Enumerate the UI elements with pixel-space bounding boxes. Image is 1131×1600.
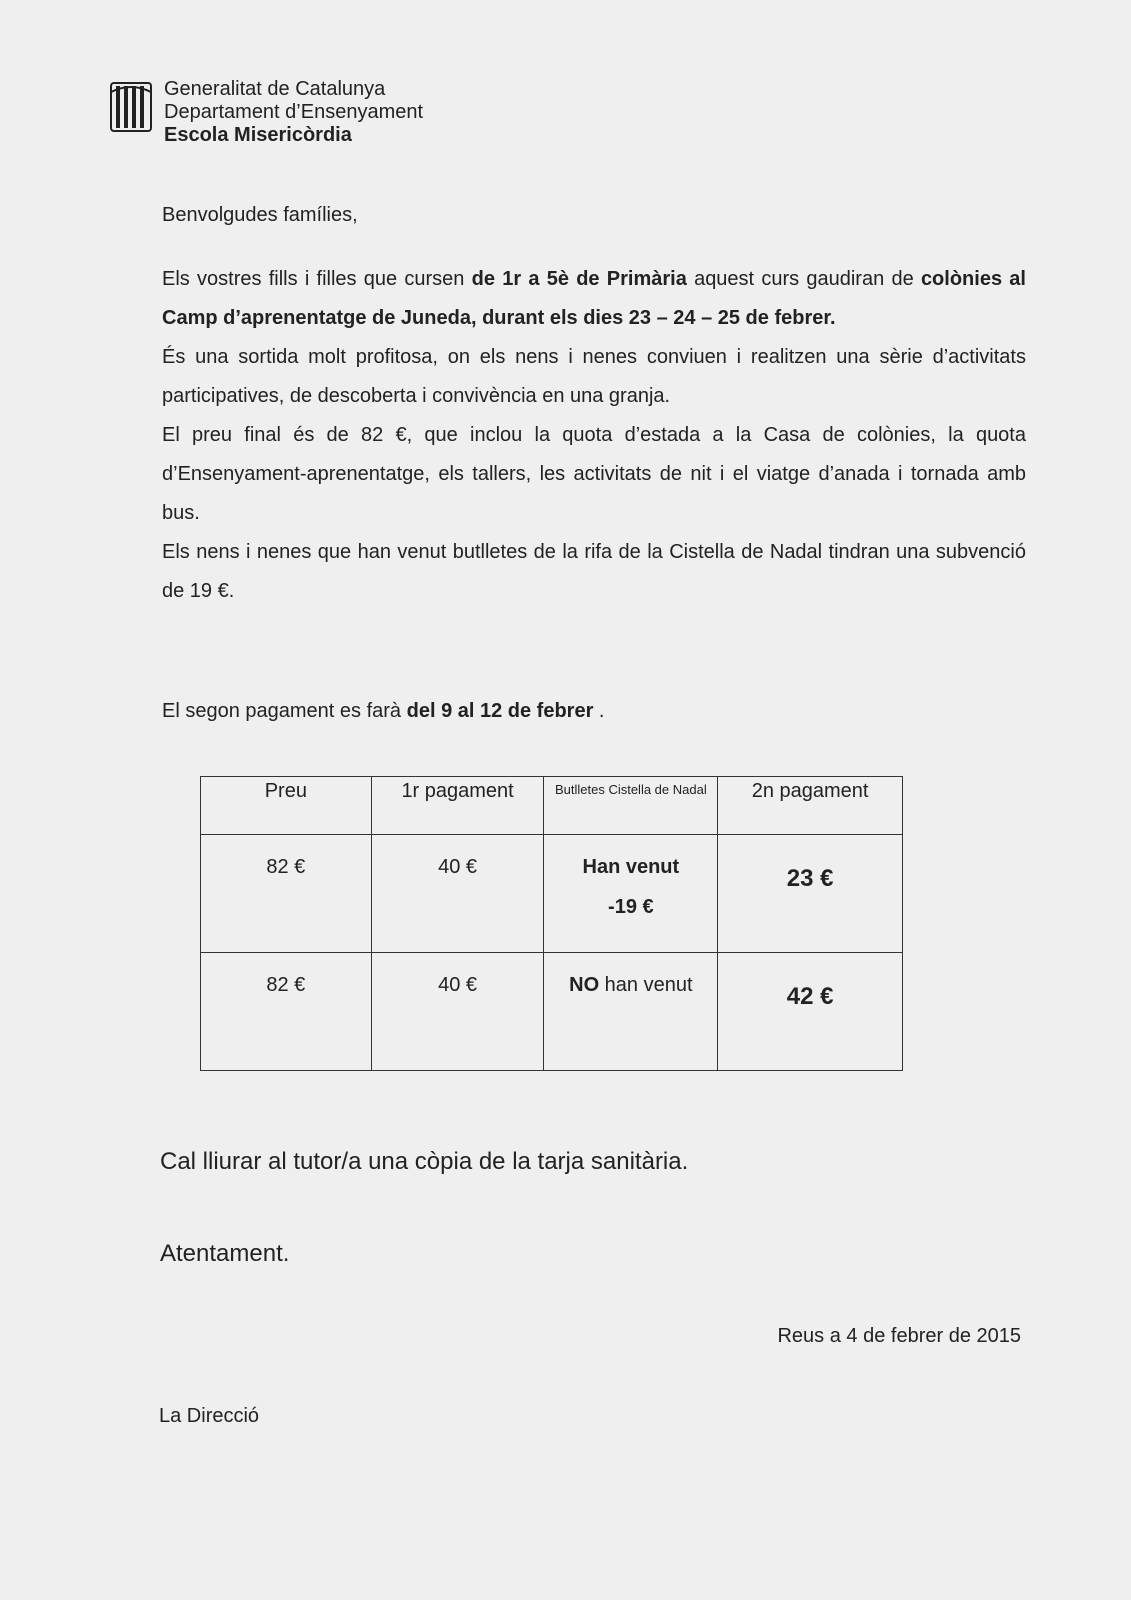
health-card-notice: Cal lliurar al tutor/a una còpia de la tarja sanitària. [160,1148,689,1175]
cell-butlletes-value [544,953,717,1005]
cell-preu-value: 82 € [266,974,306,996]
header-1r-pagament: 1r pagament [371,777,544,835]
cell-preu-value: 82 € [266,856,306,878]
intro-grades: de 1r a 5è de Primària [471,268,687,290]
cell-2n-pagament-value: 23 € [786,865,834,892]
cell-2n-pagament-value: 42 € [786,983,834,1010]
cell-2n-pagament [718,953,903,1071]
header-2n-pagament: 2n pagament [718,777,903,835]
second-payment-dates: del 9 al 12 de febrer [406,700,594,722]
letterhead [110,78,423,147]
intro-text-1: Els vostres fills i filles que cursen [162,268,472,290]
paragraph-price: El preu final és de 82 €, que inclou la quota d’estada a la Casa de colònies, la quota d’Ensenyament-aprenentatge, els tallers, les activitats de nit i el viatge d’anada i tornada amb bus. [162,424,1026,524]
letter-body [162,260,1026,611]
butlletes-no: NO [569,974,600,996]
butlletes-discount: -19 € [608,896,654,918]
cell-preu [201,953,372,1071]
table-row [201,953,903,1071]
letterhead-text [164,78,423,147]
intro-camp-dates: colònies al Camp d’aprenentatge de Juneda, durant els dies 23 – 24 – 25 de febrer. [162,268,1026,329]
intro-text-2: aquest curs gaudiran de [686,268,921,290]
second-payment-notice [162,692,1026,731]
cell-1r-pagament [371,835,544,953]
cell-butlletes [544,835,718,953]
signature: La Direcció [159,1405,260,1427]
payment-table [200,776,903,1071]
generalitat-logo [110,82,152,132]
butlletes-status: Han venut [582,856,680,878]
butlletes-status: han venut [599,974,693,996]
table-header-row [201,777,903,835]
date-line: Reus a 4 de febrer de 2015 [777,1325,1021,1347]
second-payment-text: El segon pagament es farà [162,700,407,722]
cell-preu [201,835,372,953]
closing: Atentament. [160,1240,290,1267]
cell-1r-pagament [371,953,544,1071]
cell-1r-pagament-value: 40 € [438,856,478,878]
header-preu: Preu [201,777,372,835]
letterhead-school: Escola Misericòrdia [164,124,352,146]
header-butlletes: Butlletes Cistella de Nadal [544,777,718,835]
second-payment-end: . [593,700,605,722]
paragraph-intro [162,260,1026,338]
cell-2n-pagament [718,835,903,953]
cell-1r-pagament-value: 40 € [438,974,478,996]
letterhead-department: Departament d’Ensenyament [164,101,424,123]
paragraph-subsidy: Els nens i nenes que han venut butlletes de la rifa de la Cistella de Nadal tindran una subvenció de 19 €. [162,541,1026,602]
paragraph-description: És una sortida molt profitosa, on els nens i nenes conviuen i realitzen una sèrie d’activitats participatives, de descoberta i convivència en una granja. [162,346,1026,407]
greeting: Benvolgudes famílies, [162,204,358,226]
letterhead-government: Generalitat de Catalunya [164,78,386,100]
cell-butlletes [544,953,718,1071]
cell-butlletes-value [544,835,717,927]
table-row [201,835,903,953]
